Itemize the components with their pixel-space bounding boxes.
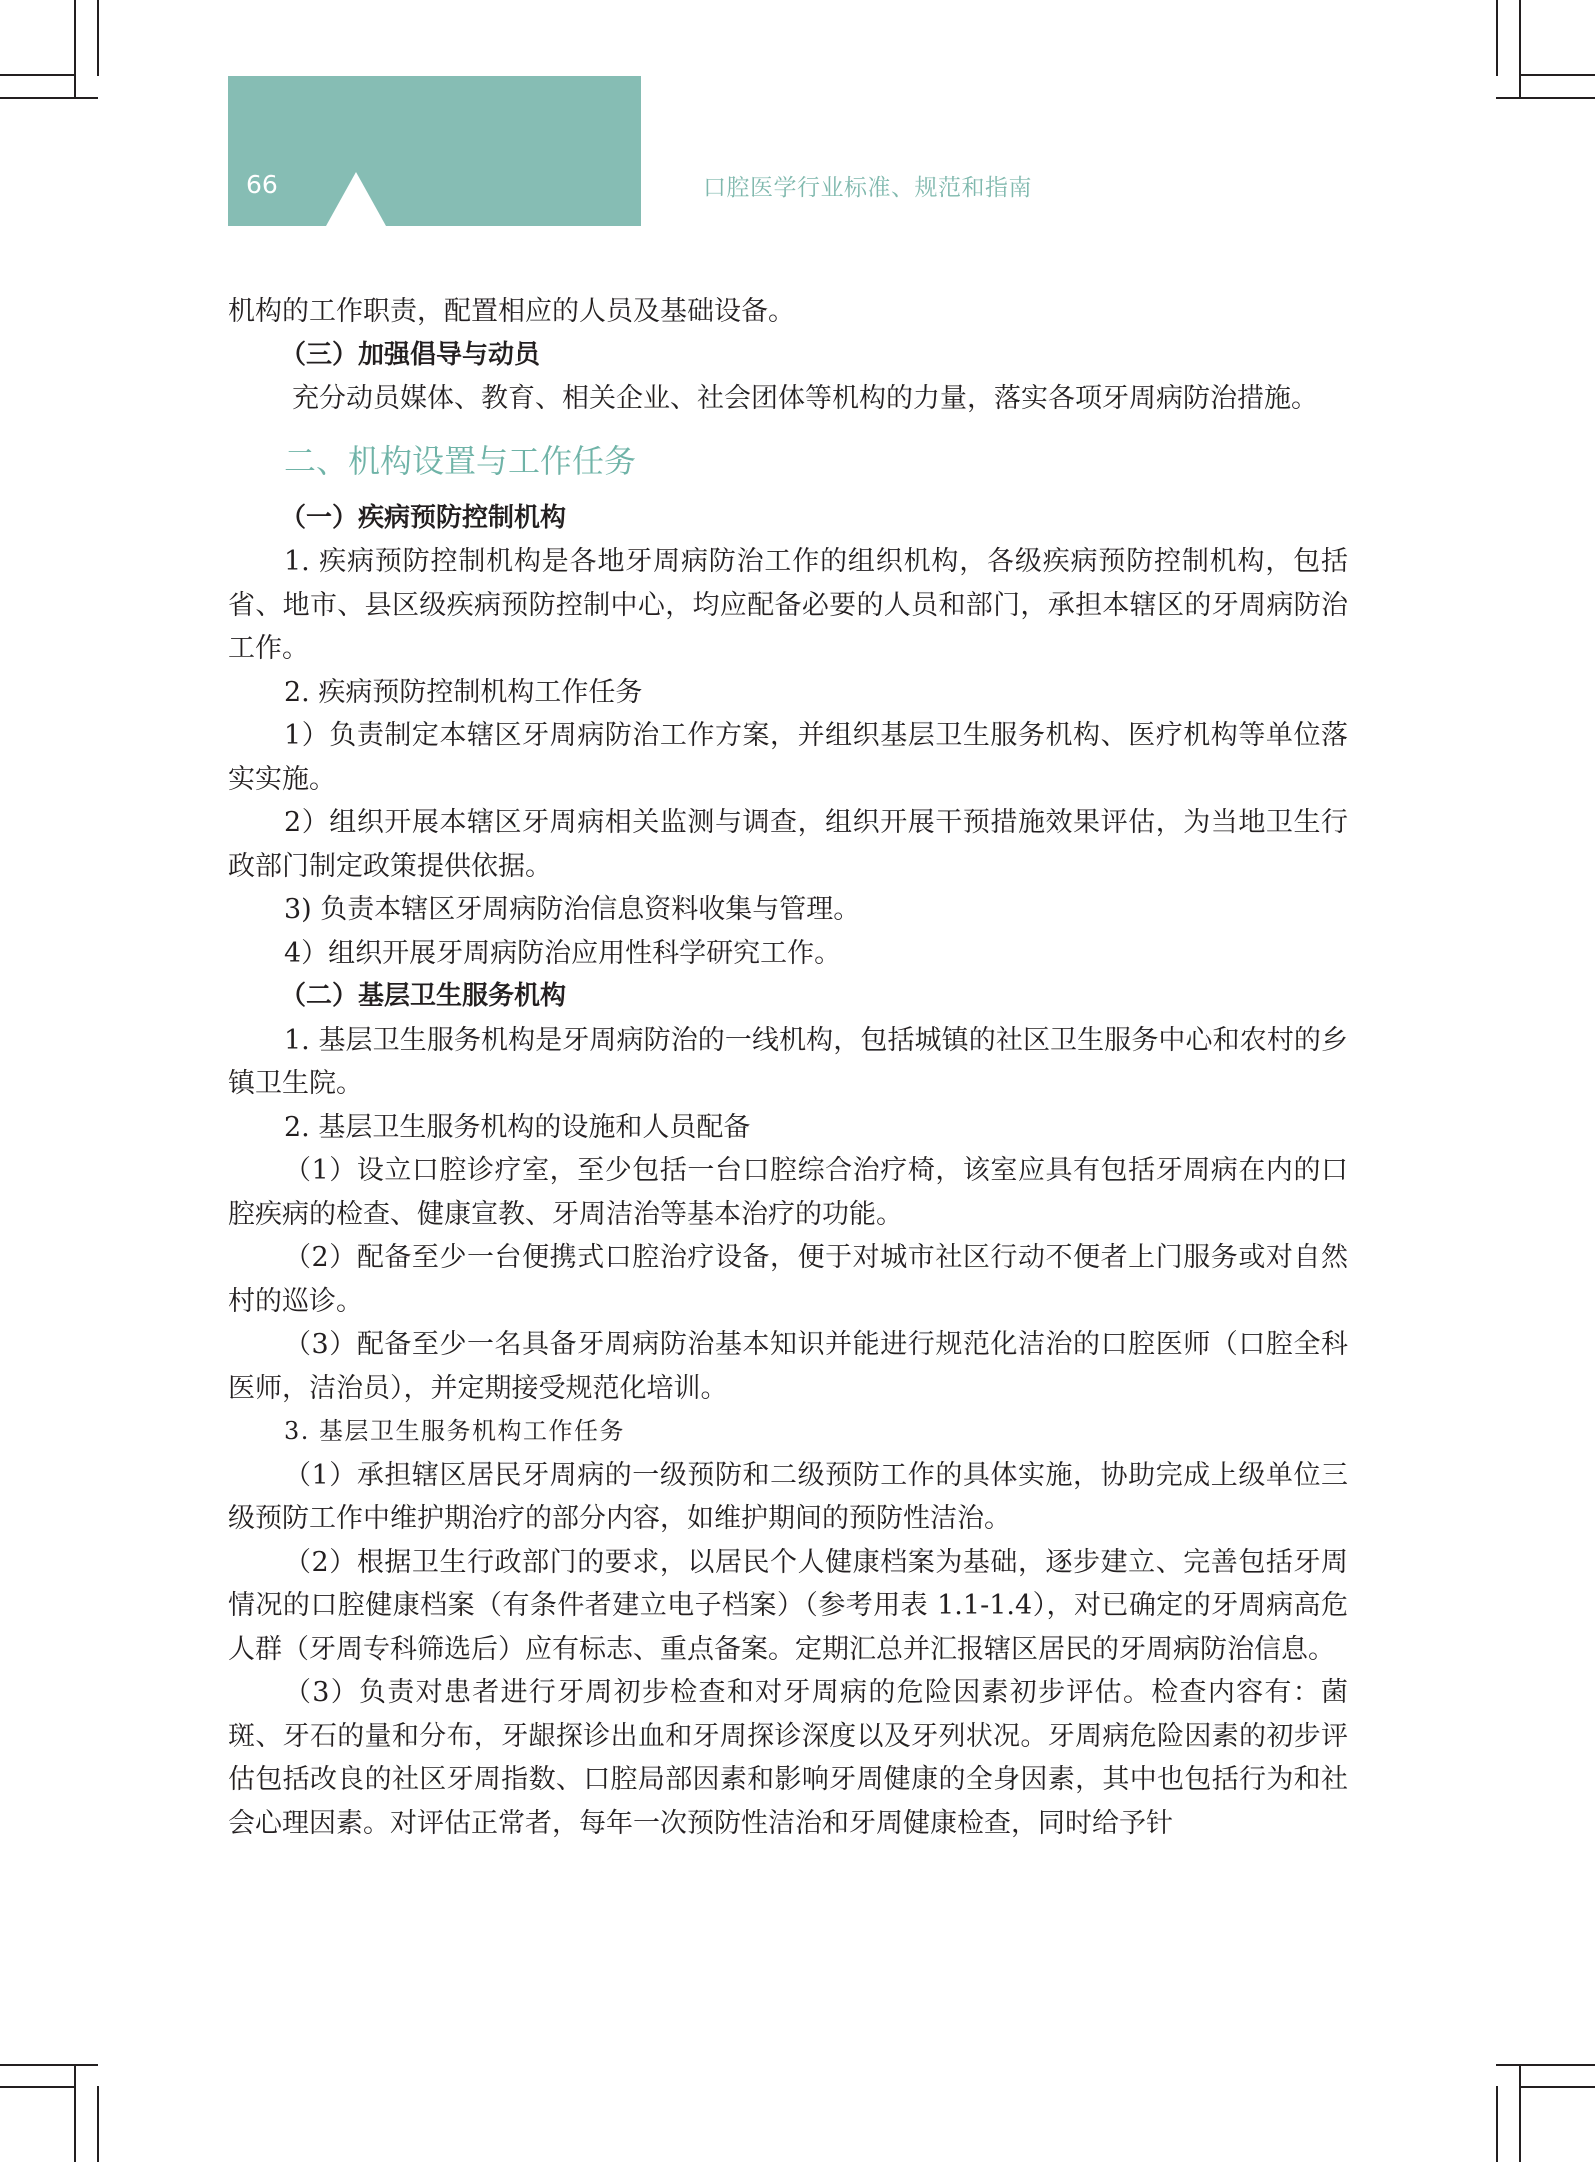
crop-mark-bottom-right-h	[1519, 2086, 1595, 2088]
paragraph: 3) 负责本辖区牙周病防治信息资料收集与管理。	[284, 894, 861, 925]
section-heading: 二、机构设置与工作任务	[284, 441, 637, 480]
paragraph: 充分动员媒体、教育、相关企业、社会团体等机构的力量，落实各项牙周病防治措施。	[292, 383, 1318, 414]
crop-mark-bottom-right-v	[1496, 2086, 1498, 2162]
paragraph: （2）根据卫生行政部门的要求，以居民个人健康档案为基础，逐步建立、完善包括牙周情况的口腔健康档案（有条件者建立电子档案）（参考用表 1.1-1.4），对已确定的牙周病高危人群（牙周专科筛选后）应有标志、重点备案。定期汇总并汇报辖区居民的牙周病防治信息。	[228, 1546, 1348, 1665]
paragraph: （1）设立口腔诊疗室，至少包括一台口腔综合治疗椅，该室应具有包括牙周病在内的口腔疾病的检查、健康宣教、牙周洁治等基本治疗的功能。	[228, 1155, 1348, 1230]
crop-mark-bottom-right-v2	[1519, 2064, 1521, 2162]
subheading: （二）基层卫生服务机构	[280, 981, 567, 1011]
crop-mark-top-left-h	[0, 74, 76, 76]
running-title: 口腔医学行业标准、规范和指南	[703, 175, 1032, 201]
paragraph: 2. 疾病预防控制机构工作任务	[284, 676, 643, 708]
header-color-block	[228, 76, 641, 226]
crop-mark-top-right-h2	[1496, 97, 1595, 99]
paragraph: 2）组织开展本辖区牙周病相关监测与调查，组织开展干预措施效果评估，为当地卫生行政部门制定政策提供依据。	[228, 807, 1348, 882]
subheading: （三）加强倡导与动员	[280, 339, 541, 370]
crop-mark-bottom-left-h2	[0, 2064, 98, 2066]
paragraph: 1. 基层卫生服务机构是牙周病防治的一线机构，包括城镇的社区卫生服务中心和农村的乡镇卫生院。	[228, 1024, 1348, 1099]
paragraph: 1）负责制定本辖区牙周病防治工作方案，并组织基层卫生服务机构、医疗机构等单位落实实施。	[228, 720, 1348, 795]
crop-mark-top-right-v2	[1519, 0, 1521, 98]
crop-mark-bottom-left-v	[97, 2086, 99, 2162]
paragraph: 1. 疾病预防控制机构是各地牙周病防治工作的组织机构，各级疾病预防控制机构，包括省、地市、县区级疾病预防控制中心，均应配备必要的人员和部门，承担本辖区的牙周病防治工作。	[228, 546, 1348, 664]
paragraph: 2. 基层卫生服务机构的设施和人员配备	[284, 1111, 751, 1143]
paragraph: （3）负责对患者进行牙周初步检查和对牙周病的危险因素初步评估。检查内容有：菌斑、牙石的量和分布，牙龈探诊出血和牙周探诊深度以及牙列状况。牙周病危险因素的初步评估包括改良的社区牙周指数、口腔局部因素和影响牙周健康的全身因素，其中也包括行为和社会心理因素。对评估正常者，每年一次预防性洁治和牙周健康检查，同时给予针	[228, 1677, 1348, 1839]
crop-mark-top-left-v2	[74, 0, 76, 98]
crop-mark-top-right-v	[1496, 0, 1498, 76]
header-notch	[326, 172, 386, 226]
paragraph: 3. 基层卫生服务机构工作任务	[284, 1417, 626, 1445]
subheading: （一）疾病预防控制机构	[280, 502, 567, 533]
paragraph: 机构的工作职责，配置相应的人员及基础设备。	[228, 296, 795, 327]
crop-mark-bottom-left-h	[0, 2086, 76, 2088]
paragraph: （2）配备至少一台便携式口腔治疗设备，便于对城市社区行动不便者上门服务或对自然村的巡诊。	[228, 1242, 1348, 1317]
paragraph: 4）组织开展牙周病防治应用性科学研究工作。	[284, 937, 842, 969]
crop-mark-bottom-left-v2	[74, 2064, 76, 2162]
page-number: 66	[246, 170, 278, 199]
paragraph: （1）承担辖区居民牙周病的一级预防和二级预防工作的具体实施，协助完成上级单位三级预防工作中维护期治疗的部分内容，如维护期间的预防性洁治。	[228, 1459, 1348, 1534]
page-body	[228, 290, 1348, 1845]
paragraph: （3）配备至少一名具备牙周病防治基本知识并能进行规范化洁治的口腔医师（口腔全科医师，洁治员），并定期接受规范化培训。	[228, 1329, 1348, 1404]
crop-mark-top-left-v	[97, 0, 99, 76]
crop-mark-bottom-right-h2	[1496, 2064, 1595, 2066]
crop-mark-top-left-h2	[0, 97, 98, 99]
crop-mark-top-right-h	[1519, 74, 1595, 76]
